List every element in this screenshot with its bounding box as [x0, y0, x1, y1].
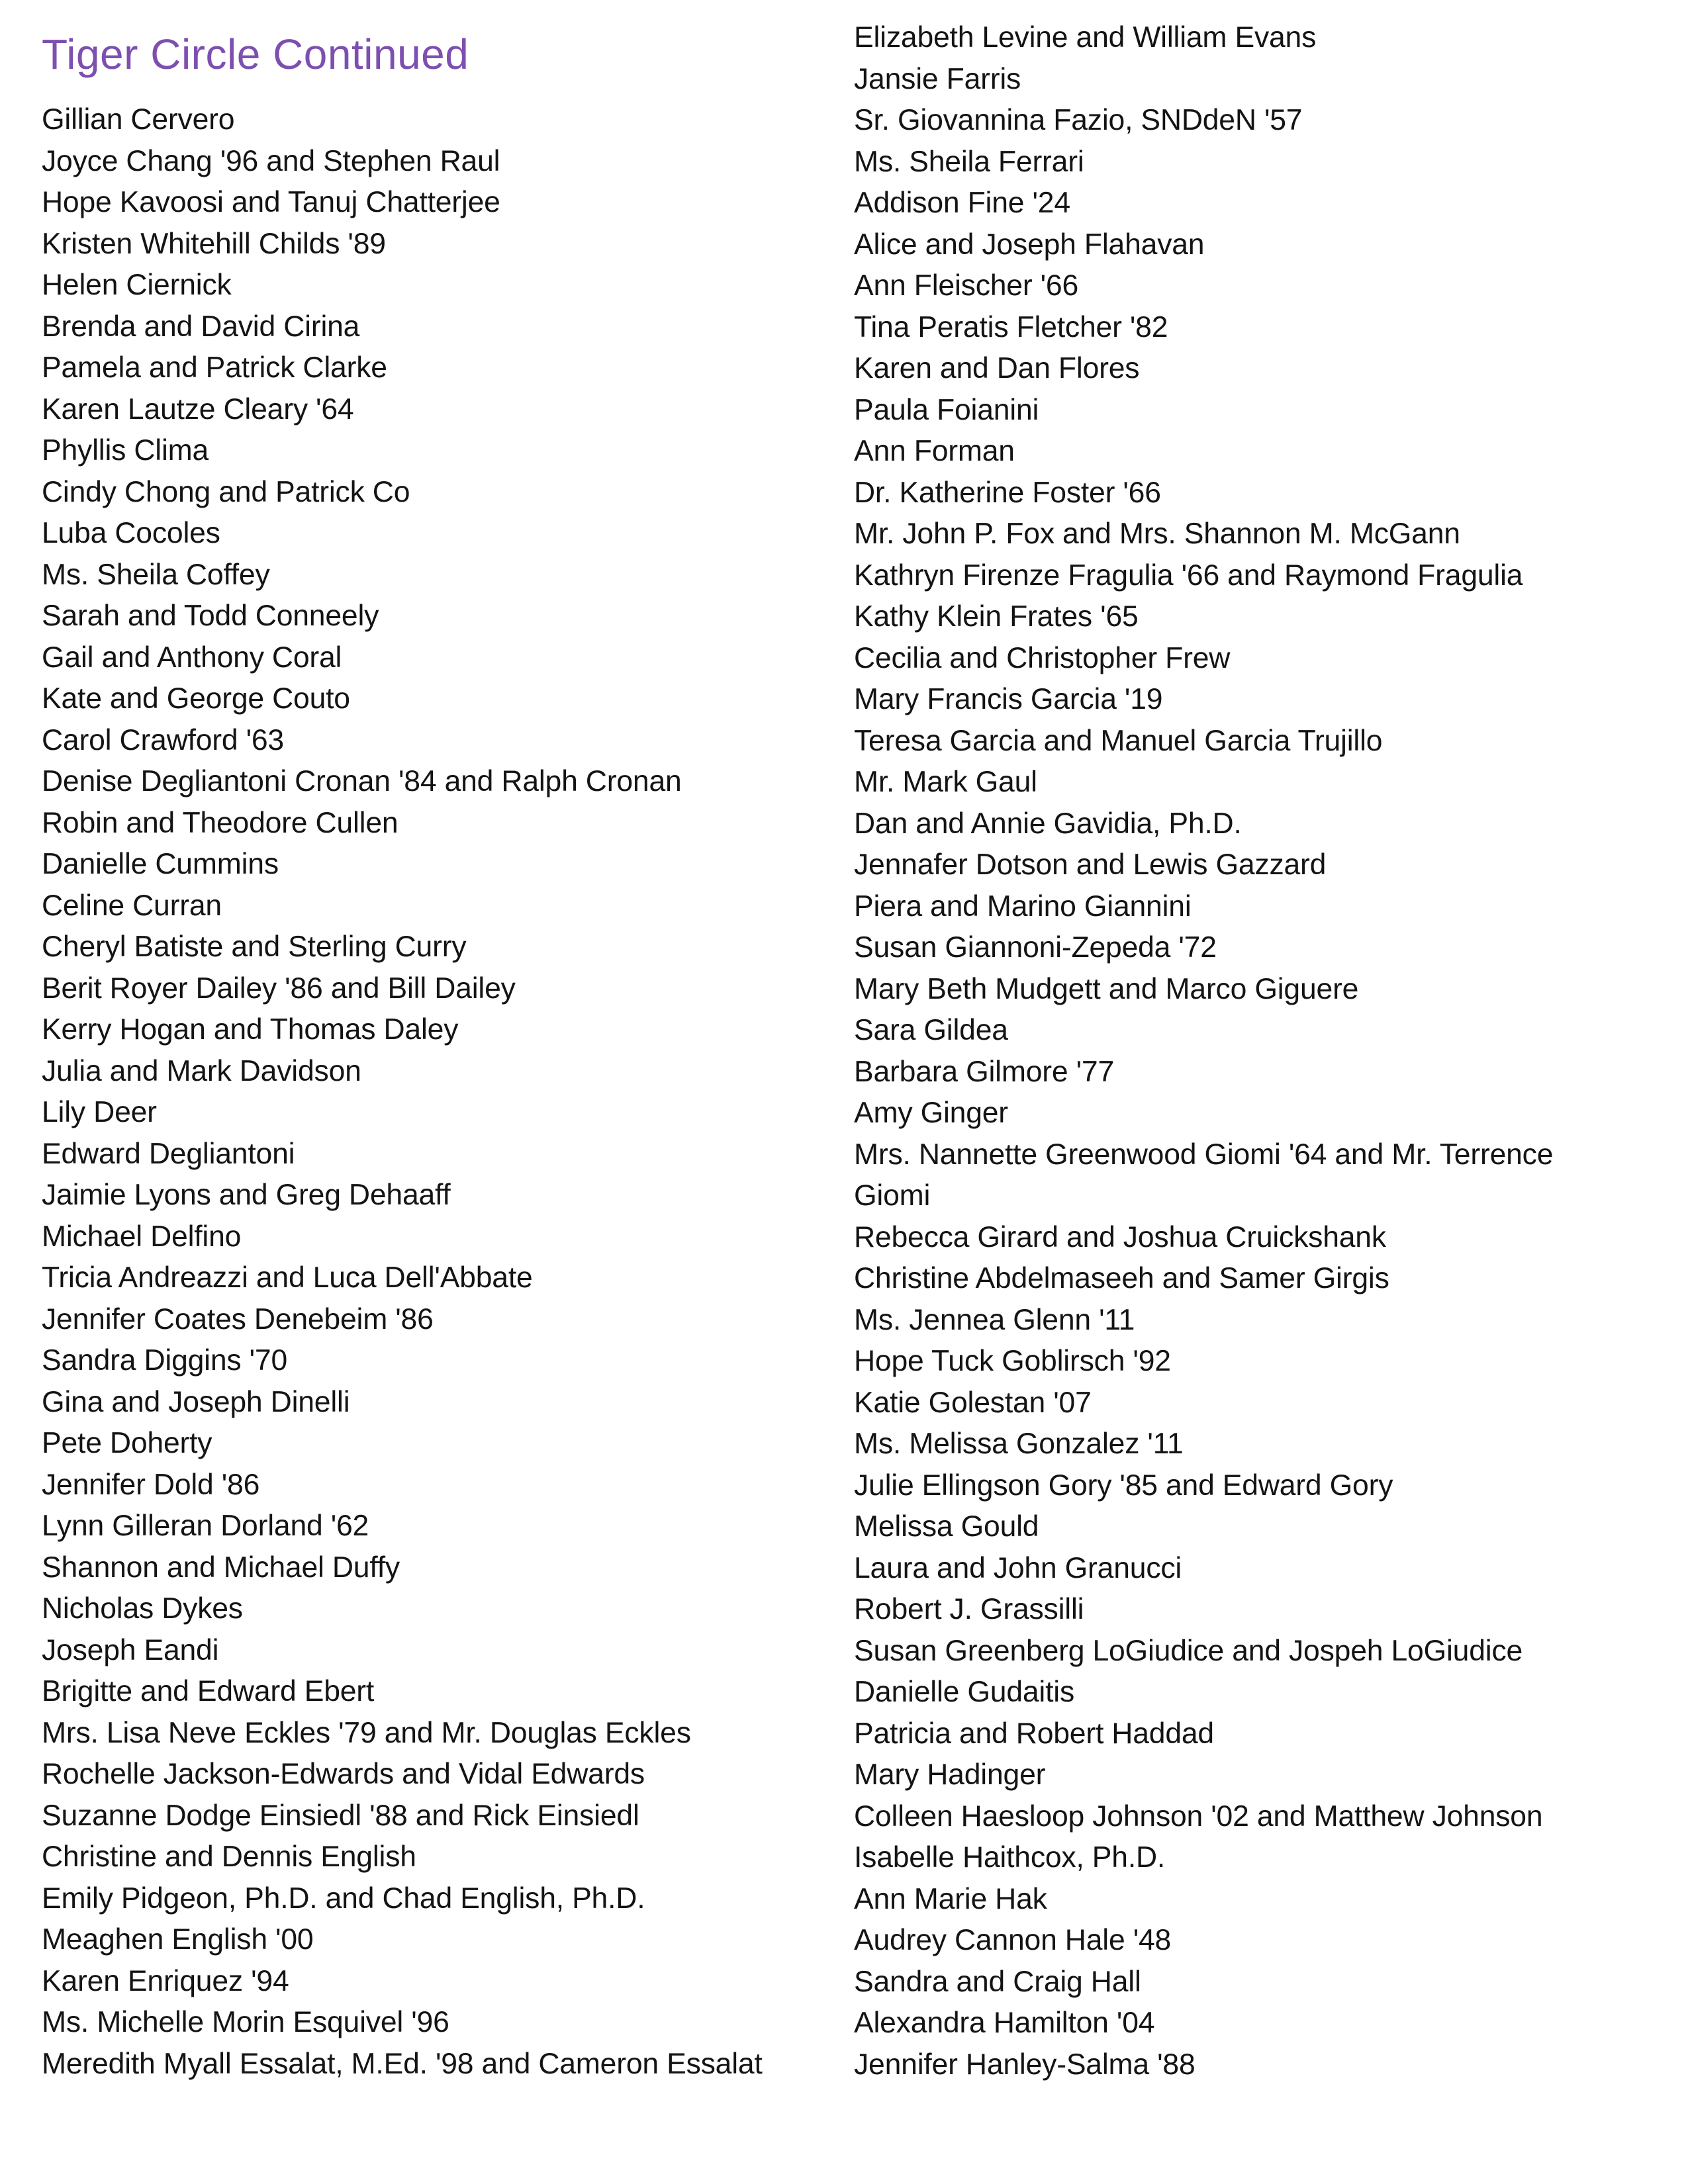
donor-name: Brenda and David Cirina	[42, 310, 360, 343]
donor-name: Meredith Myall Essalat, M.Ed. '98 and Cameron Essalat	[42, 2047, 763, 2080]
donor-name: Elizabeth Levine and William Evans	[854, 21, 1317, 54]
donor-name: Rebecca Girard and Joshua Cruickshank	[854, 1220, 1386, 1253]
donor-name: Patricia and Robert Haddad	[854, 1717, 1214, 1750]
donor-name: Edward Degliantoni	[42, 1137, 295, 1170]
donor-name: Jennifer Coates Denebeim '86	[42, 1302, 434, 1336]
donor-name: Jaimie Lyons and Greg Dehaaff	[42, 1179, 451, 1211]
donor-name: Ms. Sheila Coffey	[42, 558, 270, 591]
donor-name: Gail and Anthony Coral	[42, 641, 342, 674]
donor-name: Ms. Sheila Ferrari	[854, 145, 1084, 178]
donor-name: Tricia Andreazzi and Luca Dell'Abbate	[42, 1261, 533, 1294]
donor-name: Mary Francis Garcia '19	[854, 683, 1163, 715]
donor-name: Berit Royer Dailey '86 and Bill Dailey	[42, 972, 516, 1005]
donor-name: Ann Fleischer '66	[854, 269, 1079, 302]
donor-name: Ms. Michelle Morin Esquivel '96	[42, 2006, 449, 2038]
donor-name: Sara Gildea	[854, 1014, 1008, 1046]
donor-name: Sr. Giovannina Fazio, SNDdeN '57	[854, 104, 1303, 136]
donor-name: Christine and Dennis English	[42, 1841, 416, 1873]
donor-name: Jansie Farris	[854, 62, 1021, 95]
donor-name: Brigitte and Edward Ebert	[42, 1675, 375, 1707]
donor-name: Laura and John Granucci	[854, 1551, 1182, 1584]
donor-name: Sandra Diggins '70	[42, 1344, 288, 1377]
donor-name: Hope Kavoosi and Tanuj Chatterjee	[42, 186, 500, 218]
donor-name: Danielle Gudaitis	[854, 1676, 1075, 1708]
donor-name: Teresa Garcia and Manuel Garcia Trujillo	[854, 724, 1383, 757]
donor-name: Cecilia and Christopher Frew	[854, 641, 1231, 674]
donor-name: Phyllis Clima	[42, 434, 209, 467]
donor-name: Ms. Melissa Gonzalez '11	[854, 1428, 1184, 1460]
donor-name: Jennifer Hanley-Salma '88	[854, 2048, 1196, 2081]
donor-name: Mrs. Nannette Greenwood Giomi '64 and Mr. Terrence	[854, 1138, 1554, 1171]
donor-name: Suzanne Dodge Einsiedl '88 and Rick Einsiedl	[42, 1799, 639, 1832]
donor-name: Pete Doherty	[42, 1427, 212, 1459]
donor-name: Tina Peratis Fletcher '82	[854, 310, 1168, 343]
donor-name: Amy Ginger	[854, 1097, 1008, 1129]
donor-name: Dr. Katherine Foster '66	[854, 476, 1161, 509]
donor-name: Julia and Mark Davidson	[42, 1054, 361, 1087]
donor-name: Mr. John P. Fox and Mrs. Shannon M. McGann	[854, 518, 1460, 550]
donor-name: Ms. Jennea Glenn '11	[854, 1303, 1135, 1336]
donor-name: Sandra and Craig Hall	[854, 1965, 1141, 1998]
donor-name: Denise Degliantoni Cronan '84 and Ralph Cronan	[42, 765, 682, 797]
donor-name: Karen and Dan Flores	[854, 352, 1140, 385]
donor-name: Pamela and Patrick Clarke	[42, 351, 387, 384]
right-donor-list	[854, 17, 1648, 2085]
donor-name: Addison Fine '24	[854, 187, 1070, 219]
donor-name: Paula Foianini	[854, 393, 1039, 426]
donor-name: Kathryn Firenze Fragulia '66 and Raymond Fragulia	[854, 559, 1523, 592]
donor-name: Katie Golestan '07	[854, 1386, 1092, 1419]
donor-name: Barbara Gilmore '77	[854, 1055, 1115, 1088]
left-donor-list	[42, 99, 803, 2085]
donor-name: Sarah and Todd Conneely	[42, 600, 379, 632]
donor-name: Gillian Cervero	[42, 103, 235, 136]
donor-name: Gina and Joseph Dinelli	[42, 1385, 350, 1418]
donor-name: Karen Lautze Cleary '64	[42, 392, 354, 426]
donor-name: Ann Forman	[854, 435, 1015, 467]
donor-name: Kristen Whitehill Childs '89	[42, 227, 386, 260]
donor-name: Piera and Marino Giannini	[854, 889, 1192, 923]
donor-name: Nicholas Dykes	[42, 1592, 243, 1625]
donor-name: Colleen Haesloop Johnson '02 and Matthew Johnson	[854, 1799, 1543, 1833]
donor-name: Robin and Theodore Cullen	[42, 806, 399, 839]
donor-name: Kate and George Couto	[42, 682, 350, 715]
donor-name: Dan and Annie Gavidia, Ph.D.	[854, 807, 1242, 840]
donor-name: Jennifer Dold '86	[42, 1468, 260, 1501]
page-title: Tiger Circle Continued	[42, 30, 469, 78]
donor-name: Cheryl Batiste and Sterling Curry	[42, 931, 467, 963]
donor-name: Susan Giannoni-Zepeda '72	[854, 931, 1217, 964]
donor-name: Meaghen English '00	[42, 1923, 314, 1956]
donor-name: Rochelle Jackson-Edwards and Vidal Edwards	[42, 1758, 645, 1790]
donor-name: Kathy Klein Frates '65	[854, 600, 1139, 633]
donor-name: Julie Ellingson Gory '85 and Edward Gory	[854, 1469, 1393, 1502]
donor-name: Hope Tuck Goblirsch '92	[854, 1345, 1171, 1377]
donor-name: Mary Hadinger	[854, 1758, 1046, 1791]
donor-name: Luba Cocoles	[42, 517, 220, 549]
donor-name: Audrey Cannon Hale '48	[854, 1924, 1172, 1956]
donor-name: Alexandra Hamilton '04	[854, 2007, 1155, 2039]
donor-name: Michael Delfino	[42, 1220, 242, 1253]
donor-name: Melissa Gould	[854, 1510, 1039, 1543]
donor-name: Christine Abdelmaseeh and Samer Girgis	[854, 1262, 1389, 1295]
donor-name: Karen Enriquez '94	[42, 1964, 289, 1997]
donor-name: Giomi	[854, 1179, 931, 1212]
donor-name: Danielle Cummins	[42, 848, 279, 880]
donor-name: Mary Beth Mudgett and Marco Giguere	[854, 972, 1359, 1005]
donor-name: Isabelle Haithcox, Ph.D.	[854, 1841, 1166, 1874]
donor-name: Robert J. Grassilli	[854, 1593, 1084, 1625]
donor-name: Joseph Eandi	[42, 1633, 219, 1666]
donor-name: Susan Greenberg LoGiudice and Jospeh LoGiudice	[854, 1634, 1523, 1667]
donor-name: Helen Ciernick	[42, 269, 232, 301]
donor-name: Lily Deer	[42, 1096, 157, 1128]
donor-name: Carol Crawford '63	[42, 723, 284, 756]
donor-name: Celine Curran	[42, 889, 222, 922]
donor-name: Lynn Gilleran Dorland '62	[42, 1510, 369, 1542]
donor-name: Joyce Chang '96 and Stephen Raul	[42, 144, 500, 177]
donor-name: Jennafer Dotson and Lewis Gazzard	[854, 848, 1327, 881]
donor-name: Cindy Chong and Patrick Co	[42, 475, 410, 508]
donor-name: Mrs. Lisa Neve Eckles '79 and Mr. Douglas Eckles	[42, 1716, 691, 1749]
donor-name: Kerry Hogan and Thomas Daley	[42, 1013, 459, 1046]
donor-name: Ann Marie Hak	[854, 1882, 1047, 1915]
donor-name: Mr. Mark Gaul	[854, 766, 1037, 798]
donor-name: Shannon and Michael Duffy	[42, 1551, 400, 1584]
donor-name: Alice and Joseph Flahavan	[854, 228, 1205, 261]
donor-name: Emily Pidgeon, Ph.D. and Chad English, Ph.D.	[42, 1882, 645, 1915]
